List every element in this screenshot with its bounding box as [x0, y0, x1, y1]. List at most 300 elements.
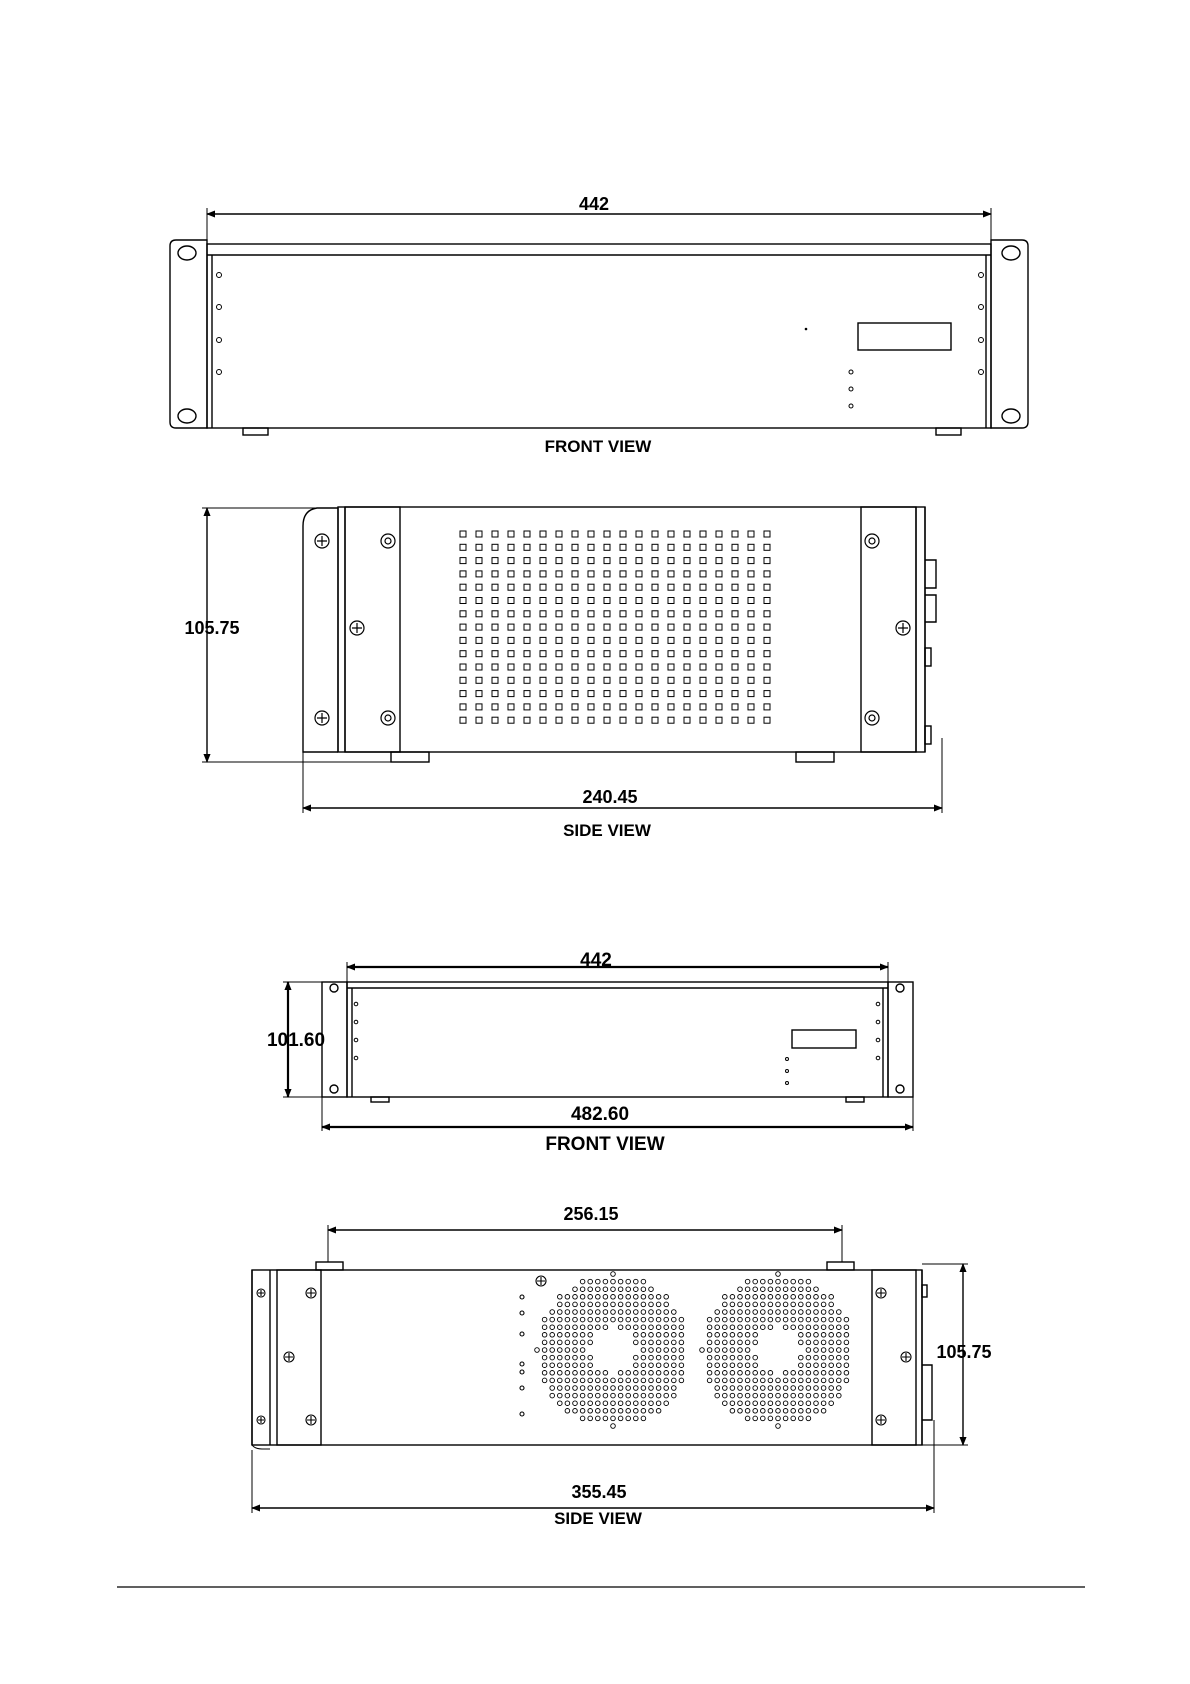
vent-hole	[524, 624, 530, 630]
vent-hole	[492, 677, 498, 683]
fan-grill-hole	[649, 1401, 654, 1406]
vent-hole	[508, 637, 514, 643]
screws-side-1	[315, 534, 910, 725]
fan-grill-hole	[791, 1295, 796, 1300]
fan-grill-hole	[596, 1401, 601, 1406]
fan-grill-hole	[573, 1409, 578, 1414]
fan-grill-hole	[776, 1378, 781, 1383]
vent-hole	[668, 704, 674, 710]
fan-grill-hole	[738, 1378, 743, 1383]
vent-hole	[508, 544, 514, 550]
fan-grill-hole	[656, 1386, 661, 1391]
fan-grill-hole	[738, 1310, 743, 1315]
fan-grill-hole	[829, 1310, 834, 1315]
fan-grill-hole	[837, 1325, 842, 1330]
fan-grill-hole	[580, 1401, 585, 1406]
vent-hole	[684, 691, 690, 697]
fan-grill-hole	[626, 1401, 631, 1406]
fan-grill-hole	[634, 1416, 639, 1421]
vent-hole	[588, 664, 594, 670]
fan-grill-hole	[837, 1333, 842, 1338]
vent-hole	[716, 677, 722, 683]
vent-hole	[604, 598, 610, 604]
vent-hole	[668, 571, 674, 577]
mounting-hole	[1002, 246, 1020, 260]
fan-grill-hole	[656, 1409, 661, 1414]
fan-grill-hole	[707, 1348, 712, 1353]
fan-grill-hole	[799, 1302, 804, 1307]
fan-grill-hole	[768, 1371, 773, 1376]
fan-grill-hole	[580, 1302, 585, 1307]
vent-hole	[620, 717, 626, 723]
vent-hole	[556, 651, 562, 657]
fan-grill-hole	[550, 1355, 555, 1360]
fan-grill-hole	[649, 1348, 654, 1353]
fan-grill-hole	[829, 1355, 834, 1360]
vent-hole	[748, 624, 754, 630]
fan-grill-hole	[603, 1401, 608, 1406]
foot	[936, 428, 961, 435]
fan-grill-hole	[634, 1378, 639, 1383]
fan-grill-hole	[783, 1378, 788, 1383]
fan-grill-hole	[791, 1371, 796, 1376]
foot	[391, 752, 429, 762]
fan-grill-hole	[844, 1348, 849, 1353]
vent-hole	[700, 717, 706, 723]
vent-hole	[636, 611, 642, 617]
fan-grill-hole	[821, 1378, 826, 1383]
vent-hole	[764, 691, 770, 697]
fan-grill-hole	[707, 1325, 712, 1330]
fan-grill-hole	[649, 1333, 654, 1338]
vent-hole	[652, 704, 658, 710]
fan-grill-hole	[656, 1325, 661, 1330]
vent-hole	[700, 677, 706, 683]
fan-grill-hole	[829, 1340, 834, 1345]
fan-grill-hole	[723, 1317, 728, 1322]
vent-hole	[476, 544, 482, 550]
fan-grill-hole	[745, 1401, 750, 1406]
dimension-feet-span-label: 256.15	[563, 1204, 619, 1224]
vent-hole	[540, 664, 546, 670]
fan-grill-hole	[814, 1386, 819, 1391]
vent-hole	[604, 611, 610, 617]
fan-grill-hole	[664, 1302, 669, 1307]
fan-grill-hole	[603, 1279, 608, 1284]
vent-hole	[652, 691, 658, 697]
vent-hole	[668, 624, 674, 630]
fan-grill-hole	[558, 1401, 563, 1406]
vent-hole	[732, 651, 738, 657]
fan-grill-hole	[672, 1386, 677, 1391]
vent-hole	[572, 704, 578, 710]
vent-hole	[748, 664, 754, 670]
fan-grill-hole	[738, 1363, 743, 1368]
fan-grill-hole	[550, 1363, 555, 1368]
fan-grill-hole	[761, 1295, 766, 1300]
fan-grill-hole	[738, 1317, 743, 1322]
vent-hole	[460, 598, 466, 604]
fan-grill-hole	[672, 1333, 677, 1338]
vent-hole	[524, 558, 530, 564]
fan-grill-hole	[618, 1317, 623, 1322]
caption-front-view: FRONT VIEW	[545, 1134, 665, 1155]
fan-grill-hole	[837, 1317, 842, 1322]
vent-hole	[732, 571, 738, 577]
fan-grill-hole	[821, 1401, 826, 1406]
fan-grill-hole	[679, 1363, 684, 1368]
fan-grill-hole	[626, 1378, 631, 1383]
vent-hole	[556, 704, 562, 710]
fan-grill-hole	[656, 1363, 661, 1368]
fan-grill-hole	[821, 1302, 826, 1307]
fan-grill-hole	[783, 1386, 788, 1391]
fan-grill-hole	[753, 1325, 758, 1330]
fan-grill-hole	[844, 1333, 849, 1338]
fan-grill-hole	[829, 1333, 834, 1338]
vent-hole	[620, 558, 626, 564]
fan-grill-hole	[596, 1279, 601, 1284]
fan-grill-hole	[618, 1409, 623, 1414]
fan-grill-hole	[799, 1325, 804, 1330]
fan-grill-hole	[745, 1348, 750, 1353]
fan-grill-hole	[753, 1401, 758, 1406]
fan-grill-hole	[776, 1310, 781, 1315]
fan-grill-hole	[723, 1333, 728, 1338]
fan-grill-hole	[806, 1287, 811, 1292]
vent-hole	[540, 637, 546, 643]
vent-hole	[620, 584, 626, 590]
fan-grill-hole	[558, 1295, 563, 1300]
fan-grill-hole	[573, 1393, 578, 1398]
fan-grill-hole	[649, 1340, 654, 1345]
fan-grill-hole	[603, 1386, 608, 1391]
fan-grill-hole	[656, 1355, 661, 1360]
vent-hole	[492, 704, 498, 710]
fan-grill-hole	[672, 1363, 677, 1368]
vent-hole	[556, 691, 562, 697]
fan-grill-hole	[580, 1295, 585, 1300]
fan-grill-hole	[565, 1386, 570, 1391]
fan-grill-hole	[626, 1295, 631, 1300]
vent-hole	[588, 691, 594, 697]
caption-side-view: SIDE VIEW	[554, 1509, 642, 1528]
fan-grill-hole	[814, 1378, 819, 1383]
fan-grill-hole	[814, 1409, 819, 1414]
fan-grill-hole	[550, 1317, 555, 1322]
fan-grill-hole	[542, 1378, 547, 1383]
fan-grill-hole	[707, 1317, 712, 1322]
vent-hole	[460, 571, 466, 577]
vent-hole	[508, 691, 514, 697]
fan-grill-hole	[596, 1386, 601, 1391]
vent-hole	[476, 704, 482, 710]
fan-grill-hole	[753, 1416, 758, 1421]
fan-grill-hole	[753, 1386, 758, 1391]
vent-hole	[620, 571, 626, 577]
vent-hole	[572, 691, 578, 697]
vent-hole	[476, 624, 482, 630]
vent-hole	[524, 611, 530, 617]
vent-hole	[764, 611, 770, 617]
fan-grill-hole	[753, 1371, 758, 1376]
vent-hole	[540, 677, 546, 683]
fan-grill-hole	[821, 1348, 826, 1353]
fan-grill-hole	[745, 1386, 750, 1391]
fan-grill-hole	[745, 1310, 750, 1315]
fan-grill-hole	[618, 1393, 623, 1398]
vent-hole	[572, 717, 578, 723]
fan-grill-hole	[738, 1401, 743, 1406]
fan-grill-hole	[664, 1401, 669, 1406]
fan-grill-hole	[626, 1409, 631, 1414]
fan-grill-hole	[768, 1295, 773, 1300]
vent-hole	[460, 558, 466, 564]
vent-hole	[604, 571, 610, 577]
display-window	[858, 323, 951, 350]
fan-grill-hole	[806, 1279, 811, 1284]
vent-hole	[508, 677, 514, 683]
vent-hole	[476, 571, 482, 577]
fan-grill-hole	[618, 1401, 623, 1406]
fan-grill-hole	[821, 1386, 826, 1391]
fan-grill-hole	[829, 1386, 834, 1391]
vent-hole	[764, 598, 770, 604]
fan-grill-hole	[565, 1310, 570, 1315]
vent-hole	[508, 558, 514, 564]
fan-grill-hole	[649, 1393, 654, 1398]
vent-hole	[684, 571, 690, 577]
fan-grill-hole	[806, 1378, 811, 1383]
vent-hole	[460, 584, 466, 590]
vent-hole	[764, 717, 770, 723]
foot	[846, 1097, 864, 1102]
fan-grill-hole	[672, 1310, 677, 1315]
fan-grill-hole	[821, 1363, 826, 1368]
fan-grill-hole	[844, 1371, 849, 1376]
vent-hole	[668, 611, 674, 617]
foot	[316, 1262, 343, 1270]
fan-grill-hole	[821, 1333, 826, 1338]
fan-grill-hole	[565, 1317, 570, 1322]
fan-grill-hole	[649, 1386, 654, 1391]
vent-hole	[652, 651, 658, 657]
fan-grill-hole	[806, 1340, 811, 1345]
vent-hole	[620, 691, 626, 697]
fan-grill-hole	[618, 1386, 623, 1391]
fan-grill-hole	[753, 1333, 758, 1338]
vent-hole	[732, 717, 738, 723]
vent-hole	[636, 691, 642, 697]
vent-hole	[716, 571, 722, 577]
fan-grill-hole	[730, 1386, 735, 1391]
vent-hole	[652, 531, 658, 537]
fan-grill-hole	[596, 1325, 601, 1330]
vent-hole	[668, 584, 674, 590]
fan-grill-hole	[783, 1287, 788, 1292]
vent-hole	[700, 598, 706, 604]
fan-grill-hole	[753, 1340, 758, 1345]
vent-hole	[492, 584, 498, 590]
fan-grill-hole	[641, 1333, 646, 1338]
vent-hole	[732, 584, 738, 590]
fan-grill-hole	[730, 1401, 735, 1406]
fan-grill-hole	[565, 1295, 570, 1300]
fan-grill-hole	[596, 1393, 601, 1398]
vent-hole	[700, 584, 706, 590]
vent-hole	[716, 544, 722, 550]
vent-hole	[588, 571, 594, 577]
fan-grill-hole	[603, 1371, 608, 1376]
vent-hole	[700, 558, 706, 564]
vent-hole	[700, 571, 706, 577]
fan-grill-hole	[656, 1393, 661, 1398]
fan-grill-hole	[730, 1333, 735, 1338]
vent-hole	[652, 717, 658, 723]
fan-grill-hole	[565, 1409, 570, 1414]
vent-hole	[668, 598, 674, 604]
fan-grill-hole	[626, 1386, 631, 1391]
fan-grill-hole	[761, 1393, 766, 1398]
fan-grill-hole	[679, 1355, 684, 1360]
fan-grill-hole	[814, 1287, 819, 1292]
fan-grill-hole	[753, 1355, 758, 1360]
fan-grill-hole	[672, 1378, 677, 1383]
fan-grill-hole	[580, 1333, 585, 1338]
chassis-front	[347, 982, 888, 1097]
fan-grill-hole	[588, 1287, 593, 1292]
chassis-front	[207, 244, 991, 428]
fan-grill-hole	[768, 1325, 773, 1330]
fan-grill-hole	[730, 1378, 735, 1383]
fan-grill-hole	[641, 1355, 646, 1360]
vent-hole	[636, 544, 642, 550]
vent-hole	[716, 637, 722, 643]
vent-hole	[460, 717, 466, 723]
fan-grill-hole	[829, 1401, 834, 1406]
fan-grill-hole	[596, 1409, 601, 1414]
fan-grill-hole	[738, 1295, 743, 1300]
vent-hole	[508, 664, 514, 670]
vent-hole	[636, 571, 642, 577]
fan-grill-hole	[768, 1409, 773, 1414]
vent-hole	[540, 624, 546, 630]
vent-hole	[764, 584, 770, 590]
vent-hole	[524, 531, 530, 537]
vent-hole	[540, 717, 546, 723]
fan-grill-hole	[634, 1371, 639, 1376]
vent-hole	[748, 651, 754, 657]
fan-grill-hole	[603, 1287, 608, 1292]
fan-grill-hole	[649, 1287, 654, 1292]
fan-grill-hole	[550, 1348, 555, 1353]
fan-grill-hole	[738, 1371, 743, 1376]
fan-grill-hole	[715, 1340, 720, 1345]
fan-grill-hole	[542, 1355, 547, 1360]
fan-grill-hole	[565, 1302, 570, 1307]
caption-side-view: SIDE VIEW	[563, 821, 651, 840]
vent-hole	[492, 531, 498, 537]
vent-hole	[716, 598, 722, 604]
vent-hole	[620, 704, 626, 710]
vent-hole	[524, 637, 530, 643]
fan-grill-hole	[821, 1371, 826, 1376]
vent-hole	[668, 544, 674, 550]
vent-hole	[492, 571, 498, 577]
fan-grill-hole	[588, 1416, 593, 1421]
vent-hole	[764, 704, 770, 710]
vent-hole	[732, 558, 738, 564]
fan-grill-hole	[603, 1310, 608, 1315]
fan-grill-hole	[745, 1325, 750, 1330]
fan-grill-hole	[550, 1310, 555, 1315]
bracket-left	[345, 507, 400, 752]
vent-hole	[540, 611, 546, 617]
fan-grill-hole	[745, 1371, 750, 1376]
fan-grill-hole	[542, 1340, 547, 1345]
fan-grill-hole	[649, 1302, 654, 1307]
fan-grill-hole	[611, 1393, 616, 1398]
fan-grill-hole	[745, 1416, 750, 1421]
fan-grill-hole	[580, 1279, 585, 1284]
fan-grill-hole	[844, 1355, 849, 1360]
fan-grill-hole	[791, 1287, 796, 1292]
side-view-1	[202, 507, 942, 813]
fan-grill-hole	[730, 1295, 735, 1300]
fan-grill-hole	[768, 1287, 773, 1292]
fan-grill-hole	[844, 1317, 849, 1322]
fan-grill-hole	[776, 1279, 781, 1284]
fan-grill-hole	[573, 1325, 578, 1330]
fan-grill-hole	[814, 1295, 819, 1300]
fan-grill-hole	[664, 1325, 669, 1330]
fan-grill-hole	[611, 1416, 616, 1421]
fan-grill-hole	[814, 1363, 819, 1368]
fan-grill-hole	[565, 1363, 570, 1368]
fan-grill-hole	[573, 1386, 578, 1391]
vent-hole	[764, 558, 770, 564]
fan-grill-hole	[791, 1302, 796, 1307]
fan-grill-hole	[745, 1295, 750, 1300]
vent-hole	[764, 571, 770, 577]
fan-grill-hole	[821, 1393, 826, 1398]
fan-grill-hole	[761, 1378, 766, 1383]
fan-grill-hole	[730, 1393, 735, 1398]
vent-hole	[556, 571, 562, 577]
fan-grill-hole	[821, 1295, 826, 1300]
fan-grill-hole	[783, 1371, 788, 1376]
fan-grill-hole	[745, 1302, 750, 1307]
fan-grill-hole	[641, 1393, 646, 1398]
fan-grill-hole	[783, 1401, 788, 1406]
vent-hole	[764, 544, 770, 550]
fan-grill-hole	[761, 1302, 766, 1307]
fan-grill-hole	[814, 1371, 819, 1376]
fan-grill-hole	[596, 1302, 601, 1307]
fan-grill-hole	[603, 1295, 608, 1300]
fan-grill-hole	[723, 1302, 728, 1307]
fan-grill-hole	[535, 1348, 540, 1353]
fan-grill-hole	[821, 1340, 826, 1345]
fan-grill-hole	[791, 1310, 796, 1315]
fan-grill-hole	[738, 1287, 743, 1292]
vent-hole	[460, 531, 466, 537]
vent-hole	[684, 584, 690, 590]
fan-grill-hole	[730, 1409, 735, 1414]
fan-grill-hole	[672, 1317, 677, 1322]
fan-grill-hole	[565, 1355, 570, 1360]
vent-hole	[700, 624, 706, 630]
